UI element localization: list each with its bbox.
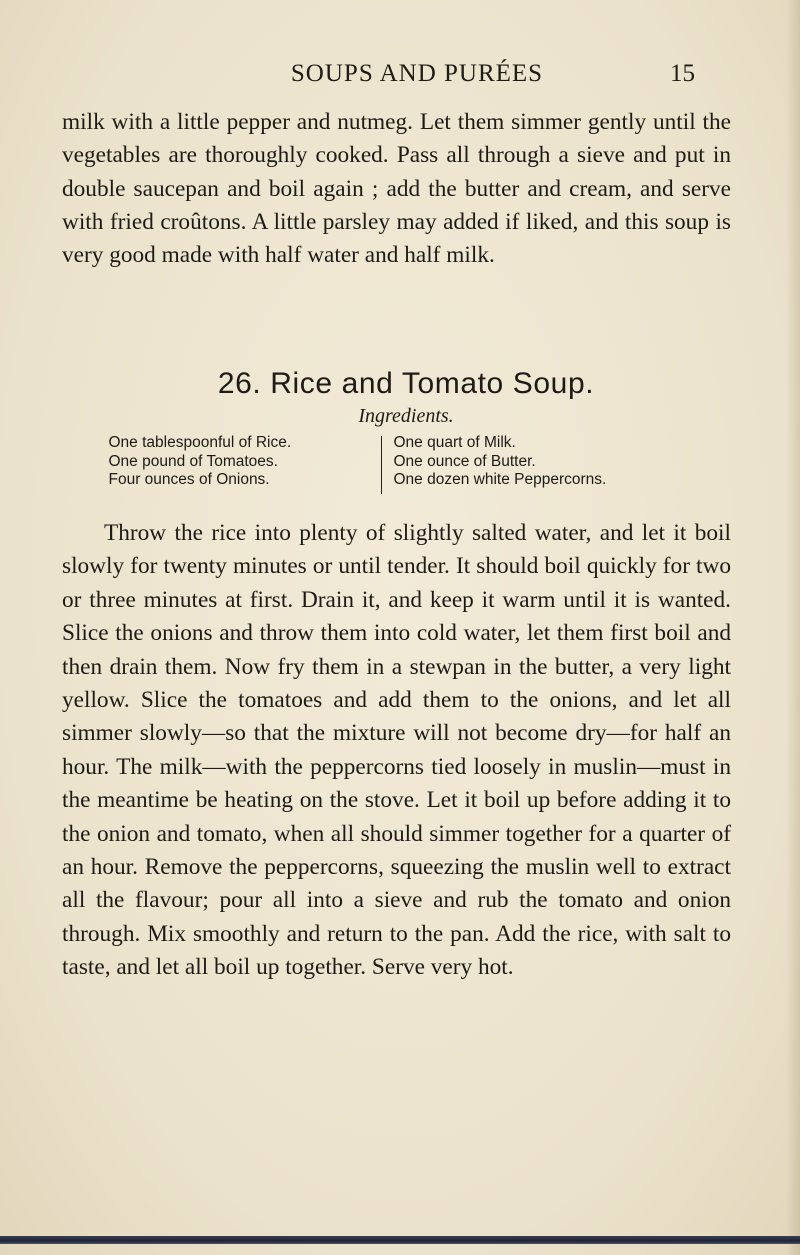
ingredient-item: One quart of Milk. [393,434,516,451]
continued-paragraph: milk with a little pepper and nutmeg. Let them simmer gently until the vegetables are thoroughly cooked. Pass all through a sieve and put in double saucepan and boil again ; add the butter and cream, and serve with fried croûtons. A little parsley may added if liked, and this soup is very good made with half water and half milk. [62,109,731,269]
running-head: SOUPS AND PURÉES [290,60,544,87]
ingredients-list [0,434,800,494]
recipe-title: 26. Rice and Tomato Soup. [217,367,595,400]
ingredient-item: One pound of Tomatoes. [108,452,278,470]
page-number: 15 [670,60,695,87]
ingredient-item: One ounce of Butter. [393,452,536,470]
ingredients-column-left [109,434,381,494]
ingredient-item: One tablespoonful of Rice. [108,434,292,451]
ingredients-heading: Ingredients. [358,405,454,427]
page-edge-shadow [786,0,800,1255]
ingredient-item: Four ounces of Onions. [108,471,270,489]
bottom-binding-edge [0,1236,800,1244]
column-divider [381,436,382,494]
recipe-method: Throw the rice into plenty of slightly salted water, and let it boil slowly for twenty minutes or until tender. It should boil quickly for two or three minutes at first. Drain it, and keep it warm until it is wanted. Slice the onions and throw them into cold water, let them first boil and then drain them. Now fry them in a stewpan in the butter, a very light yellow. Slice the tomatoes and add them to the onions, and let all simmer slowly—so that the mixture will not become dry—for half an hour. The milk—with the peppercorns tied loosely in muslin—must in the meantime be heating on the stove. Let it boil up before adding it to the onion and tomato, when all should simmer together for a quarter of an hour. Remove the peppercorns, squeezing the muslin well to extract all the flavour; pour all into a sieve and rub the tomato and onion through. Mix smoothly and return to the pan. Add the rice, with salt to taste, and let all boil up together. Serve very hot. [62,520,731,981]
page-header [0,60,800,96]
ingredients-column-right [394,434,754,494]
ingredient-item: One dozen white Peppercorns. [393,471,607,489]
